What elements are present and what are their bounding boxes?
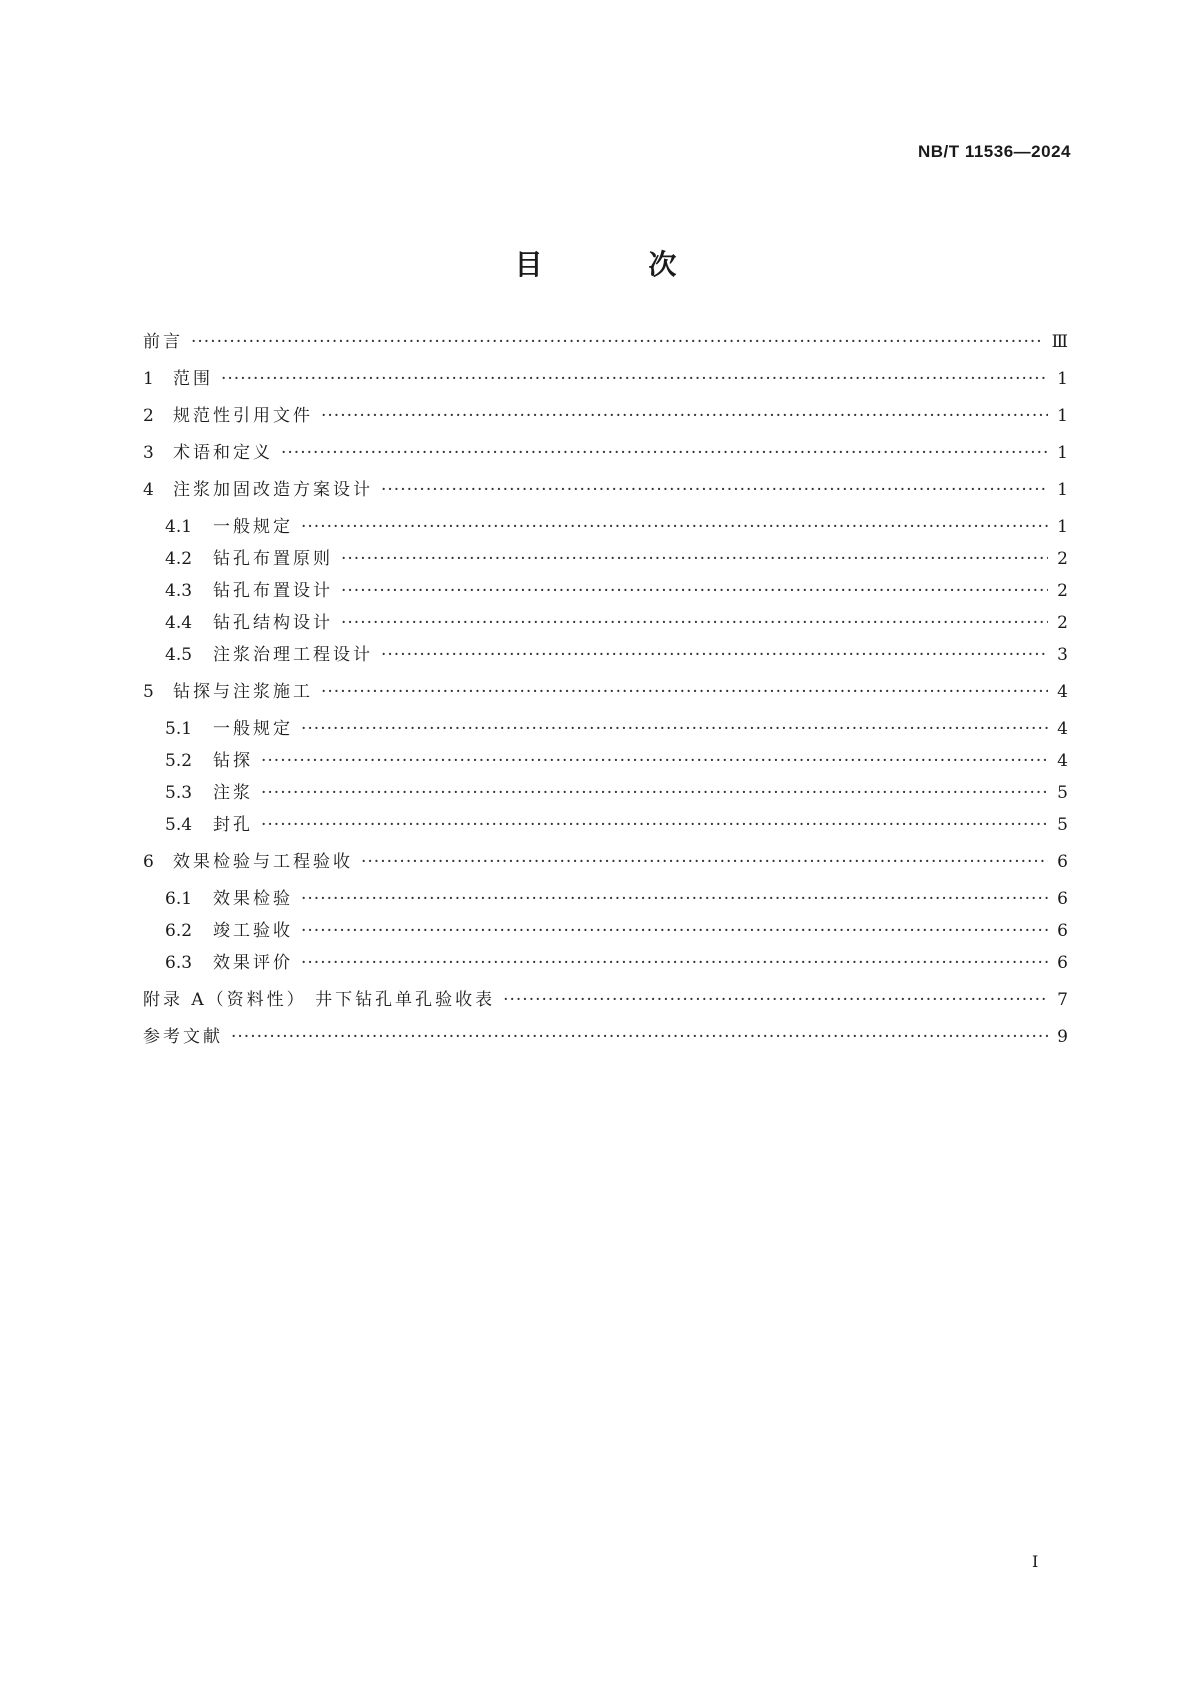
toc-entry-page: 4	[1057, 719, 1068, 739]
toc-entry-page: 6	[1057, 953, 1068, 973]
toc-dot-leader	[321, 405, 1048, 427]
toc-dot-leader	[261, 782, 1048, 804]
toc-entry-number: 6	[143, 852, 154, 872]
toc-entry-text	[165, 580, 333, 602]
toc-entry-number: 6.2	[165, 921, 193, 941]
toc-entry-number: 4.4	[165, 613, 193, 633]
toc-entry-text	[165, 814, 253, 836]
toc-entry[interactable]	[143, 851, 1068, 873]
toc-dot-leader	[281, 442, 1048, 464]
toc-dot-leader	[321, 681, 1048, 703]
toc-entry-number: 4	[143, 480, 154, 500]
toc-entry-text	[165, 782, 253, 804]
toc-entry-page: 5	[1057, 815, 1068, 835]
toc-dot-leader	[381, 644, 1048, 666]
toc-dot-leader	[361, 851, 1048, 873]
toc-dot-leader	[221, 368, 1048, 390]
toc-title: 目 次	[514, 248, 725, 281]
toc-entry-number: 4.2	[165, 549, 193, 569]
toc-dot-leader	[301, 888, 1048, 910]
toc-entry-number: 6.3	[165, 953, 193, 973]
toc-subentry[interactable]	[165, 580, 1068, 602]
toc-entry-text	[143, 442, 273, 464]
toc-entry-page: 9	[1057, 1027, 1068, 1047]
toc-entry-number: 5.1	[165, 719, 193, 739]
toc-entry-label: 注浆加固改造方案设计	[173, 480, 373, 500]
toc-entry[interactable]	[143, 479, 1068, 501]
document-code: NB/T 11536—2024	[917, 142, 1071, 161]
toc-subentry[interactable]	[165, 612, 1068, 634]
toc-dot-leader	[301, 516, 1048, 538]
toc-entry-text	[143, 989, 495, 1011]
toc-entry-number: 5.2	[165, 751, 193, 771]
toc-entry-text	[165, 952, 293, 974]
toc-entry-page: 2	[1057, 549, 1068, 569]
toc-entry-page: 1	[1057, 369, 1068, 389]
toc-dot-leader	[261, 814, 1048, 836]
toc-entry-label: 封孔	[213, 815, 253, 835]
toc-entry-page: 7	[1057, 990, 1068, 1010]
toc-entry-number: 3	[143, 443, 154, 463]
toc-subentry[interactable]	[165, 952, 1068, 974]
toc-dot-leader	[503, 989, 1048, 1011]
toc-entry-label: 钻孔布置设计	[213, 581, 333, 601]
toc-entry-label: 效果检验与工程验收	[173, 852, 353, 872]
toc-entry-number: 5.3	[165, 783, 193, 803]
toc-dot-leader	[301, 718, 1048, 740]
toc-subentry[interactable]	[165, 516, 1068, 538]
toc-entry-page: Ⅲ	[1051, 332, 1068, 352]
toc-entry-label: 一般规定	[213, 719, 293, 739]
toc-entry-page: 3	[1057, 645, 1068, 665]
toc-entry[interactable]	[143, 405, 1068, 427]
toc-entry-label: 效果评价	[213, 953, 293, 973]
toc-entry-label: 范围	[173, 369, 213, 389]
toc-entry[interactable]	[143, 989, 1068, 1011]
toc-subentry[interactable]	[165, 750, 1068, 772]
toc-subentry[interactable]	[165, 782, 1068, 804]
toc-entry-text	[143, 368, 213, 390]
toc-entry-number: 1	[143, 369, 154, 389]
toc-entry-label: 钻孔结构设计	[213, 613, 333, 633]
toc-entry-label: 效果检验	[213, 889, 293, 909]
toc-entry[interactable]	[143, 442, 1068, 464]
toc-entry-number: 4.5	[165, 645, 193, 665]
toc-entry-page: 2	[1057, 613, 1068, 633]
toc-entry-page: 6	[1057, 889, 1068, 909]
toc-entry-number: 4.3	[165, 581, 193, 601]
toc-entry-text	[165, 750, 253, 772]
toc-dot-leader	[191, 331, 1044, 353]
toc-entry-label: 钻探与注浆施工	[173, 682, 313, 702]
toc-subentry[interactable]	[165, 718, 1068, 740]
toc-entry-page: 6	[1057, 921, 1068, 941]
toc-entry-text	[143, 331, 183, 353]
toc-entry-label: 一般规定	[213, 517, 293, 537]
toc-entry-label: 注浆治理工程设计	[213, 645, 373, 665]
toc-entry-text	[165, 718, 293, 740]
toc-entry-text	[165, 548, 333, 570]
toc-entry-page: 1	[1057, 517, 1068, 537]
toc-entry-page: 1	[1057, 443, 1068, 463]
toc-entry-label: 钻探	[213, 751, 253, 771]
toc-entry-page: 4	[1057, 682, 1068, 702]
toc-entry-page: 6	[1057, 852, 1068, 872]
toc-subentry[interactable]	[165, 644, 1068, 666]
toc-dot-leader	[341, 580, 1048, 602]
toc-dot-leader	[301, 952, 1048, 974]
toc-entry-label: 竣工验收	[213, 921, 293, 941]
toc-subentry[interactable]	[165, 888, 1068, 910]
toc-entry[interactable]	[143, 368, 1068, 390]
toc-entry-number: 2	[143, 406, 154, 426]
toc-entry-text	[143, 405, 313, 427]
page-number: Ⅰ	[1032, 1552, 1039, 1571]
toc-subentry[interactable]	[165, 814, 1068, 836]
toc-entry-label: 术语和定义	[173, 443, 273, 463]
toc-entry-page: 5	[1057, 783, 1068, 803]
toc-entry[interactable]	[143, 1026, 1068, 1048]
toc-dot-leader	[381, 479, 1048, 501]
toc-entry-text	[143, 1026, 223, 1048]
toc-entry-label: 参考文献	[143, 1027, 223, 1047]
toc-subentry[interactable]	[165, 920, 1068, 942]
toc-dot-leader	[341, 612, 1048, 634]
toc-entry-page: 4	[1057, 751, 1068, 771]
toc-dot-leader	[341, 548, 1048, 570]
toc-entry-page: 2	[1057, 581, 1068, 601]
toc-entry-label: 规范性引用文件	[173, 406, 313, 426]
toc-entry-label: 钻孔布置原则	[213, 549, 333, 569]
toc-entry-text	[165, 644, 373, 666]
toc-subentry[interactable]	[165, 548, 1068, 570]
toc-entry-label: 注浆	[213, 783, 253, 803]
toc-dot-leader	[301, 920, 1048, 942]
toc-dot-leader	[261, 750, 1048, 772]
toc-entry-number: 5	[143, 682, 154, 702]
toc-entry-text	[143, 681, 313, 703]
toc-entry-number: 4.1	[165, 517, 193, 537]
toc-entry-number: 5.4	[165, 815, 193, 835]
toc-entry-page: 1	[1057, 480, 1068, 500]
toc-entry-number: 6.1	[165, 889, 193, 909]
toc-entry[interactable]	[143, 331, 1068, 353]
toc-entry-text	[143, 479, 373, 501]
toc-entry-label: 附录 A（资料性） 井下钻孔单孔验收表	[143, 990, 496, 1010]
toc-entry-text	[165, 612, 333, 634]
toc-entry-text	[143, 851, 353, 873]
toc-entry-text	[165, 888, 293, 910]
toc-dot-leader	[231, 1026, 1048, 1048]
toc-entry[interactable]	[143, 681, 1068, 703]
toc-entry-page: 1	[1057, 406, 1068, 426]
toc-entry-text	[165, 920, 293, 942]
toc-entry-label: 前言	[143, 332, 183, 352]
toc-entry-text	[165, 516, 293, 538]
